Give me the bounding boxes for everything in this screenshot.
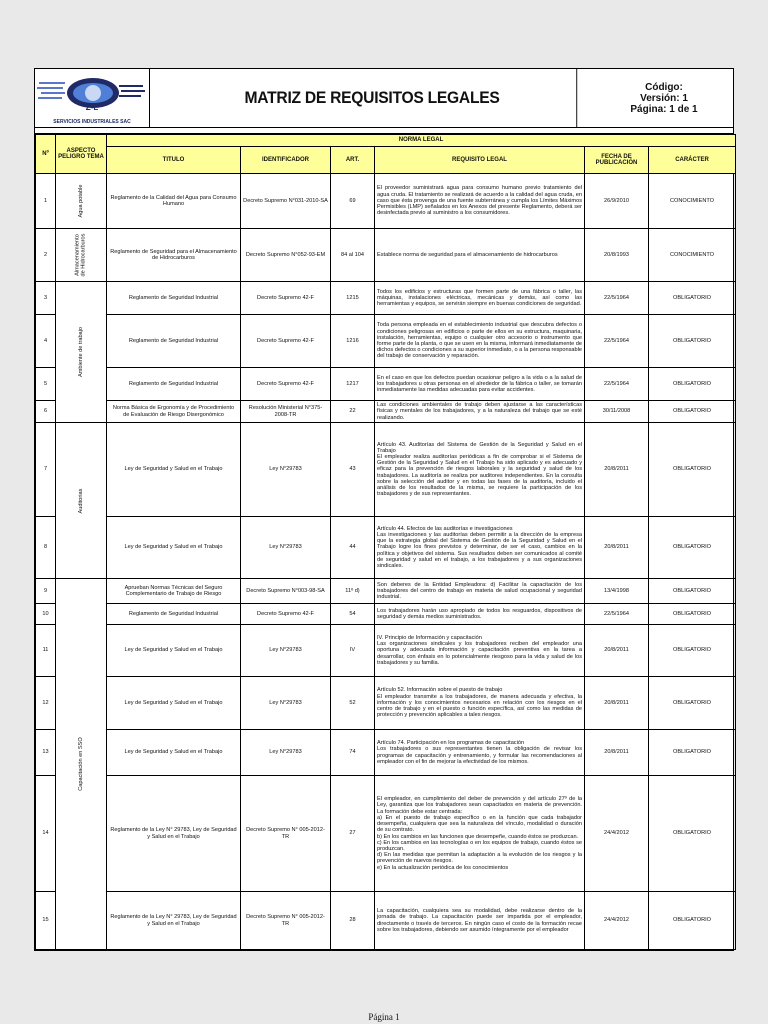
fecha-cell: 30/11/2008 [585,401,649,423]
row-number: 6 [36,401,56,423]
fecha-cell: 22/5/1964 [585,315,649,368]
table-row [36,517,736,579]
titulo-cell: Ley de Seguridad y Salud en el Trabajo [107,677,241,730]
identificador-cell: Decreto Supremo 42-F [241,604,331,625]
norma-legal-header: NORMA LEGAL [107,135,736,147]
identificador-cell: Decreto Supremo N° 005-2012-TR [241,776,331,892]
identificador-cell: Decreto Supremo 42-F [241,368,331,401]
titulo-cell: Reglamento de la Ley N° 29783, Ley de Seguridad y Salud en el Trabajo [107,776,241,892]
caracter-cell: OBLIGATORIO [649,892,736,950]
col-fecha-header: FECHA DE PUBLICACIÓN [585,147,649,174]
caracter-cell: CONOCIMIENTO [649,174,736,229]
titulo-cell: Reglamento de Seguridad Industrial [107,368,241,401]
titulo-cell: Ley de Seguridad y Salud en el Trabajo [107,730,241,776]
col-titulo-header: TITULO [107,147,241,174]
art-cell: 54 [331,604,375,625]
row-number: 4 [36,315,56,368]
document-header [35,69,733,128]
aspect-cell [56,174,107,229]
fecha-cell: 22/5/1964 [585,282,649,315]
fecha-cell: 20/8/2011 [585,423,649,517]
caracter-cell: OBLIGATORIO [649,368,736,401]
page-count-label: Página: 1 de 1 [630,103,698,115]
art-cell: 1215 [331,282,375,315]
table-row [36,423,736,517]
art-cell: 43 [331,423,375,517]
col-art-header: ART. [331,147,375,174]
table-row [36,730,736,776]
row-number: 9 [36,579,56,604]
art-cell: 84 al 104 [331,229,375,282]
caracter-cell: OBLIGATORIO [649,315,736,368]
art-cell: 28 [331,892,375,950]
requisito-cell: Artículo 52. Información sobre el puesto de trabajo El empleador transmite a los trabajadores, de manera adecuada y efectiva, la información y los conocimientos necesarios en relación con los riesgos en el centro de trabajo y en el puesto o función específica, así como las medidas de protección y prevención aplicables a tales riesgos. [375,677,585,730]
titulo-cell: Reglamento de Seguridad para el Almacenamiento de Hidrocarburos [107,229,241,282]
fecha-cell: 22/5/1964 [585,604,649,625]
aspect-label: Auditorias [77,488,84,513]
art-cell: 11º d) [331,579,375,604]
identificador-cell: Decreto Supremo N°031-2010-SA [241,174,331,229]
titulo-cell: Reglamento de Seguridad Industrial [107,604,241,625]
row-number: 8 [36,517,56,579]
titulo-cell: Ley de Seguridad y Salud en el Trabajo [107,423,241,517]
fecha-cell: 20/8/2011 [585,517,649,579]
titulo-cell: Norma Básica de Ergonomía y de Procedimiento de Evaluación de Riesgo Disergonómico [107,401,241,423]
row-number: 13 [36,730,56,776]
logo-company-name: SERVICIOS INDUSTRIALES SAC [53,119,131,125]
art-cell: 22 [331,401,375,423]
row-number: 15 [36,892,56,950]
requisito-cell: Establece norma de seguridad para el almacenamiento de hidrocarburos [375,229,585,282]
requirements-table [35,134,736,950]
identificador-cell: Decreto Supremo 42-F [241,315,331,368]
caracter-cell: OBLIGATORIO [649,604,736,625]
art-cell: 27 [331,776,375,892]
caracter-cell: OBLIGATORIO [649,730,736,776]
requisito-cell: Artículo 74. Participación en los programas de capacitación Los trabajadores o sus representantes tienen la obligación de revisar los programas de capacitación y entrenamiento, y formular las recomendaciones al empleador con el fin de mejorar la efectividad de los mismos. [375,730,585,776]
requisito-cell: IV. Principio de Información y capacitación Las organizaciones sindicales y los trabajadores reciben del empleador una oportuna y adecuada información y capacitación preventiva en la tarea a desarrollar, con énfasis en lo potencialmente riesgoso para la vida y salud de los trabajadores y su familia. [375,625,585,677]
table-row [36,604,736,625]
caracter-cell: OBLIGATORIO [649,423,736,517]
col-num-header: Nº [36,135,56,174]
titulo-cell: Ley de Seguridad y Salud en el Trabajo [107,625,241,677]
code-label: Código: [645,81,683,93]
aspect-cell [56,579,107,950]
identificador-cell: Decreto Supremo N°003-98-SA [241,579,331,604]
caracter-cell: OBLIGATORIO [649,625,736,677]
fecha-cell: 13/4/1998 [585,579,649,604]
caracter-cell: OBLIGATORIO [649,677,736,730]
legal-matrix-sheet [34,68,734,951]
fecha-cell: 26/9/2010 [585,174,649,229]
identificador-cell: Ley N°29783 [241,625,331,677]
titulo-cell: Reglamento de la Ley N° 29783, Ley de Seguridad y Salud en el Trabajo [107,892,241,950]
table-row [36,625,736,677]
aspect-label: Capacitación en SSO [77,737,84,791]
requisito-cell: Las condiciones ambientales de trabajo deben ajustarse a las características físicas y mentales de los trabajadores, y a la naturaleza del trabajo que se esté realizando. [375,401,585,423]
page-footer: Página 1 [368,1012,400,1022]
table-row [36,579,736,604]
requisito-cell: El proveedor suministrará agua para consumo humano previo tratamiento del agua cruda. El tratamiento se realizará de acuerdo a la calidad del agua cruda, en caso que ésta provenga de una fuente subterránea y cumpla los Límites Máximos Permisibles (LMP) señalados en los Anexos del presente Reglamento, deberá ser desinfectada previo al suministro a los consumidores. [375,174,585,229]
version-label: Versión: 1 [640,92,688,104]
caracter-cell: OBLIGATORIO [649,401,736,423]
fecha-cell: 24/4/2012 [585,776,649,892]
company-logo [35,69,150,127]
requisito-cell: La capacitación, cualquiera sea su modalidad, debe realizarse dentro de la jornada de trabajo. La capacitación puede ser impartida por el empleador, directamente o través de terceros. En ningún caso el costo de la formación recae sobre los trabajadores, debiendo ser asumido íntegramente por el empleador [375,892,585,950]
requisito-cell: En el caso en que los defectos puedan ocasionar peligro a la vida o a la salud de los trabajadores u otras personas en el alrededor de la fábrica o taller, se tomarán inmediatamente las medidas adecuadas para evitar accidentes. [375,368,585,401]
titulo-cell: Reglamento de Seguridad Industrial [107,315,241,368]
table-row [36,315,736,368]
table-row [36,892,736,950]
titulo-cell: Reglamento de la Calidad del Agua para Consumo Humano [107,174,241,229]
row-number: 10 [36,604,56,625]
table-row [36,282,736,315]
titulo-cell: Ley de Seguridad y Salud en el Trabajo [107,517,241,579]
table-row [36,401,736,423]
row-number: 12 [36,677,56,730]
caracter-cell: OBLIGATORIO [649,282,736,315]
fecha-cell: 20/8/2011 [585,625,649,677]
row-number: 11 [36,625,56,677]
fecha-cell: 20/8/1993 [585,229,649,282]
identificador-cell: Ley N°29783 [241,677,331,730]
caracter-cell: OBLIGATORIO [649,776,736,892]
aspect-cell [56,423,107,579]
row-number: 1 [36,174,56,229]
col-aspect-header: ASPECTO PELIGRO TEMA [56,135,107,174]
identificador-cell: Decreto Supremo N°052-93-EM [241,229,331,282]
aspect-cell [56,229,107,282]
fecha-cell: 24/4/2012 [585,892,649,950]
fecha-cell: 22/5/1964 [585,368,649,401]
table-row [36,229,736,282]
titulo-cell: Reglamento de Seguridad Industrial [107,282,241,315]
col-caracter-header: CARÁCTER [649,147,736,174]
table-row [36,174,736,229]
row-number: 5 [36,368,56,401]
aspect-label: Agua potable [77,184,84,218]
identificador-cell: Ley N°29783 [241,730,331,776]
caracter-cell: CONOCIMIENTO [649,229,736,282]
identificador-cell: Decreto Supremo N° 005-2012-TR [241,892,331,950]
requisito-cell: Toda persona empleada en el establecimiento industrial que descubra defectos o condiciones peligrosas en edificios o parte de ellos en su estructura, maquinaria, instalación, herramientas, equipo o cualquier otro accesorio o instrumento que forme parte de la planta, o que se usen en la misma, informará inmediatamente de dichos defectos o condiciones a su superior inmediato, o a la persona responsable del trabajo de conservación y reparación. [375,315,585,368]
fecha-cell: 20/8/2011 [585,677,649,730]
fecha-cell: 20/8/2011 [585,730,649,776]
art-cell: 69 [331,174,375,229]
identificador-cell: Decreto Supremo 42-F [241,282,331,315]
aspect-cell [56,282,107,423]
identificador-cell: Ley N°29783 [241,423,331,517]
aspect-label: Ambiente de trabajo [77,326,84,378]
requisito-cell: Artículo 44. Efectos de las auditorías e investigaciones Las investigaciones y las auditorías deben permitir a la dirección de la empresa que la estrategia global del Sistema de Gestión de la Seguridad y Salud en el Trabajo logre los fines previstos y determinar, de ser el caso, cambios en la política y objetivos del sistema. Sus resultados deben ser comunicados al comité de seguridad y salud en el trabajo, a los trabajadores y a sus organizaciones sindicales. [375,517,585,579]
titulo-cell: Aprueban Normas Técnicas del Seguro Complementario de Trabajo de Riesgo [107,579,241,604]
art-cell: 44 [331,517,375,579]
art-cell: IV [331,625,375,677]
requisito-cell: Son deberes de la Entidad Empleadora: d) Facilitar la capacitación de los trabajadores del centro de trabajo en materia de salud ocupacional y seguridad industrial. [375,579,585,604]
art-cell: 52 [331,677,375,730]
requisito-cell: Los trabajadores harán uso apropiado de todos los resguardos, dispositivos de seguridad y demás medios suministrados. [375,604,585,625]
identificador-cell: Resolución Ministerial N°375-2008-TR [241,401,331,423]
art-cell: 74 [331,730,375,776]
requisito-cell: Artículo 43. Auditorías del Sistema de Gestión de la Seguridad y Salud en el Trabajo El empleador realiza auditorías periódicas a fin de comprobar si el Sistema de Gestión de la Seguridad y Salud en el Trabajo ha sido aplicado y es adecuado y eficaz para la prevención de riesgos laborales y la seguridad y salud de los trabajadores. La auditoría se realiza por auditores independientes. En la consulta sobre la selección del auditor y en todas las fases de la auditoría, incluido el análisis de los resultados de la misma, se requiere la participación de los trabajadores y de sus representantes. [375,423,585,517]
caracter-cell: OBLIGATORIO [649,579,736,604]
row-number: 14 [36,776,56,892]
art-cell: 1217 [331,368,375,401]
requisito-cell: El empleador, en cumplimiento del deber de prevención y del artículo 27º de la Ley, garantiza que los trabajadores sean capacitados en materia de prevención. La formación debe estar centrada: a) En el puesto de trabajo específico o en la función que cada trabajador desempeña, cualquiera que sea la naturaleza del vínculo, modalidad o duración de su contrato. b) En los cambios en las funciones que desempeñe, cuando éstos se produzcan. c) En los cambios en las tecnologías o en los equipos de trabajo, cuando éstos se produzcan. d) En las medidas que permitan la adaptación a la evolución de los riesgos y la prevención de nuevos riesgos. e) En la actualización periódica de los conocimientos [375,776,585,892]
col-requisito-header: REQUISITO LEGAL [375,147,585,174]
caracter-cell: OBLIGATORIO [649,517,736,579]
document-meta [595,69,733,127]
row-number: 7 [36,423,56,517]
aspect-label: Almacenamiento de Hidrocarburos [74,233,87,277]
page-title: MATRIZ DE REQUISITOS LEGALES [168,69,577,127]
table-row [36,776,736,892]
row-number: 3 [36,282,56,315]
table-row [36,677,736,730]
row-number: 2 [36,229,56,282]
art-cell: 1216 [331,315,375,368]
col-identificador-header: IDENTIFICADOR [241,147,331,174]
logo-letters: Z•L [85,103,99,112]
identificador-cell: Ley N°29783 [241,517,331,579]
requisito-cell: Todos los edificios y estructuras que formen parte de una fábrica o taller, las máquinas, instalaciones eléctricas, mecánicas y demás, así como las herramientas y equipos, se servirán siempre en buenas condiciones de seguridad. [375,282,585,315]
table-row [36,368,736,401]
